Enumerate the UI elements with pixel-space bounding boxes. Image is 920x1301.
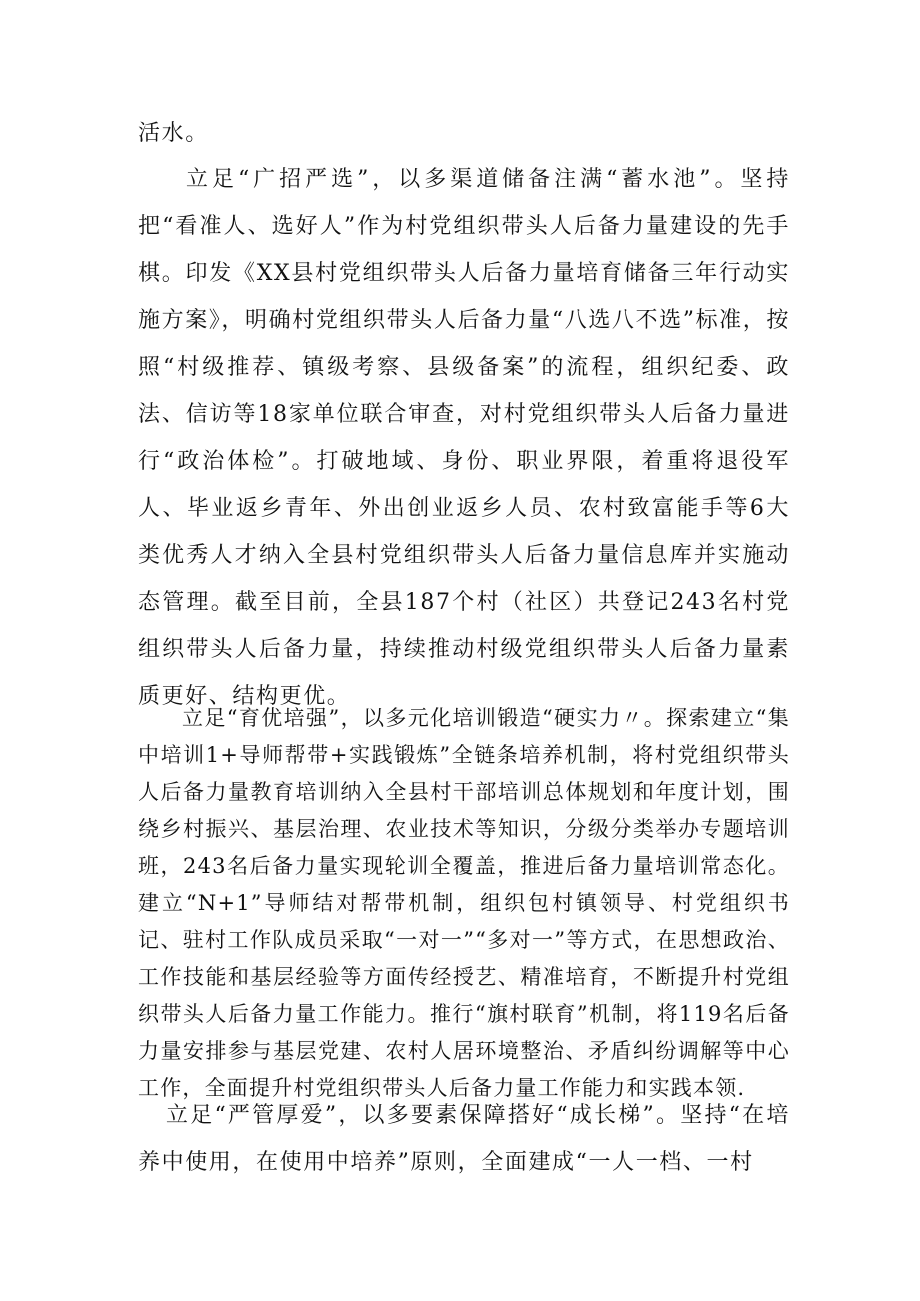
paragraph-3: 立足“育优培强”，以多元化培训锻造“硬实力〃。探索建立“集中培训1+导师帮带+实践锻炼”全链条培养机制，将村党组织带头人后备力量教育培训纳入全县村干部培训总体规划和年度计划，围绕乡村振兴、基层治理、农业技术等知识，分级分类举办专题培训班，243名后备力量实现轮训全覆盖，推进后备力量培训常态化。建立“N+1”导师结对帮带机制，组织包村镇领导、村党组织书记、驻村工作队成员采取“一对一”“多对一”等方式，在思想政治、工作技能和基层经验等方面传经授艺、精准培育，不断提升村党组织带头人后备力量工作能力。推行“旗村联育”机制，将119名后备力量安排参与基层党建、农村人居环境整治、矛盾纠纷调解等中心工作，全面提升村党组织带头人后备力量工作能力和实践本领.: [138, 706, 790, 1100]
paragraph-4: 立足“严管厚爱”，以多要素保障搭好“成长梯”。坚持“在培养中使用，在使用中培养”原则，全面建成“一人一档、一村: [138, 1103, 790, 1175]
paragraph-2: 立足“广招严选”，以多渠道储备注满“蓄水池”。坚持把“看准人、选好人”作为村党组织带头人后备力量建设的先手棋。印发《XX县村党组织带头人后备力量培育储备三年行动实施方案》，明确村党组织带头人后备力量“八选八不选”标准，按照“村级推荐、镇级考察、县级备案”的流程，组织纪委、政法、信访等18家单位联合审查，对村党组织带头人后备力量进行“政治体检”。打破地域、身份、职业界限，着重将退役军人、毕业返乡青年、外出创业返乡人员、农村致富能手等6大类优秀人才纳入全县村党组织带头人后备力量信息库并实施动态管理。截至目前，全县187个村（社区）共登记243名村党组织带头人后备力量，持续推动村级党组织带头人后备力量素质更好、结构更优。: [138, 167, 790, 709]
paragraph-1: 活水。: [138, 121, 209, 146]
